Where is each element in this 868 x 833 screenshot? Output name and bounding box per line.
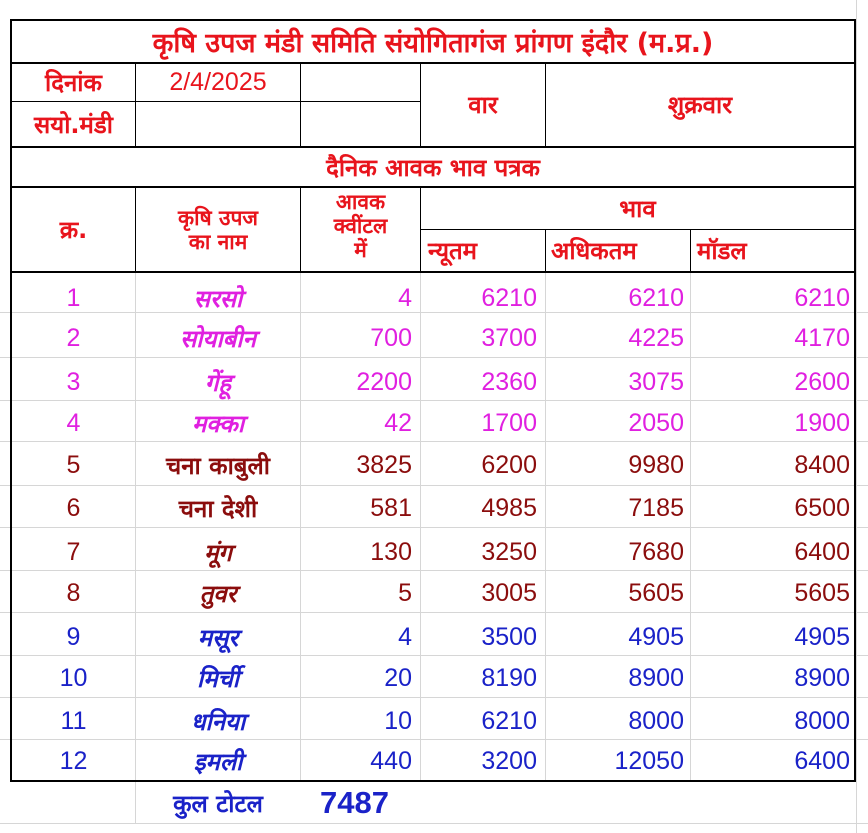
row-arrival: 42 <box>384 408 412 437</box>
table-row <box>0 616 868 658</box>
row-serial: 9 <box>66 622 81 651</box>
sheet-title: दैनिक आवक भाव पत्रक <box>326 153 540 182</box>
col-header-arrival-line1: आवक <box>335 189 386 214</box>
row-max-price: 4225 <box>628 323 684 352</box>
row-min-price: 2360 <box>481 367 537 396</box>
row-serial: 2 <box>66 323 81 352</box>
total-label: कुल टोटल <box>173 789 263 818</box>
table-row <box>0 700 868 742</box>
col-header-max: अधिकतम <box>551 237 637 265</box>
col-header-crop-line2: का नाम <box>188 229 248 254</box>
table-row <box>0 572 868 614</box>
row-serial: 3 <box>66 367 81 396</box>
row-max-price: 8900 <box>628 663 684 692</box>
row-crop-name: गेंहू <box>204 368 232 397</box>
day-label: वार <box>468 91 498 119</box>
row-arrival: 10 <box>384 706 412 735</box>
table-row <box>0 402 868 444</box>
row-min-price: 3200 <box>481 746 537 775</box>
table-row <box>0 531 868 573</box>
row-model-price: 1900 <box>794 408 850 437</box>
row-serial: 6 <box>66 493 81 522</box>
date-label: दिनांक <box>45 68 102 97</box>
col-header-arrival-line2: क्वींटल <box>333 213 388 238</box>
border <box>690 229 691 272</box>
row-crop-name: तुवर <box>199 579 237 608</box>
row-min-price: 1700 <box>481 408 537 437</box>
row-min-price: 6200 <box>481 450 537 479</box>
border <box>545 229 546 272</box>
row-min-price: 6210 <box>481 283 537 312</box>
row-max-price: 7185 <box>628 493 684 522</box>
table-row <box>0 444 868 486</box>
row-crop-name: चना देशी <box>178 494 258 523</box>
row-arrival: 700 <box>370 323 412 352</box>
row-max-price: 2050 <box>628 408 684 437</box>
col-header-arrival <box>301 180 420 271</box>
row-crop-name: मक्का <box>191 409 245 438</box>
row-model-price: 6400 <box>794 746 850 775</box>
row-serial: 12 <box>59 746 88 775</box>
row-arrival: 440 <box>370 746 412 775</box>
row-arrival: 3825 <box>356 450 412 479</box>
page-title: कृषि उपज मंडी समिति संयोगितागंज प्रांगण इंदौर (म.प्र.) <box>152 28 714 59</box>
row-arrival: 4 <box>398 622 412 651</box>
day-value: शुक्रवार <box>667 91 733 119</box>
row-max-price: 12050 <box>614 746 684 775</box>
row-max-price: 3075 <box>628 367 684 396</box>
row-arrival: 130 <box>370 537 412 566</box>
row-arrival: 5 <box>398 578 412 607</box>
row-serial: 11 <box>60 706 87 735</box>
row-serial: 7 <box>66 537 81 566</box>
row-min-price: 6210 <box>481 706 537 735</box>
row-model-price: 4905 <box>794 622 850 651</box>
col-header-model: मॉडल <box>697 237 747 265</box>
border <box>300 62 301 147</box>
row-model-price: 8900 <box>794 663 850 692</box>
mandi-label: सयो.मंडी <box>34 110 113 139</box>
row-serial: 10 <box>59 663 88 692</box>
row-crop-name: सरसो <box>193 284 243 313</box>
row-max-price: 4905 <box>628 622 684 651</box>
row-model-price: 2600 <box>794 367 850 396</box>
row-min-price: 3250 <box>481 537 537 566</box>
row-serial: 1 <box>66 283 81 312</box>
col-header-arrival-line3: में <box>354 237 367 262</box>
table-row <box>0 740 868 782</box>
date-value: 2/4/2025 <box>169 67 267 96</box>
row-arrival: 2200 <box>356 367 412 396</box>
row-model-price: 6210 <box>794 283 850 312</box>
row-serial: 4 <box>66 408 81 437</box>
row-model-price: 4170 <box>794 323 850 352</box>
table-row <box>0 487 868 529</box>
gridline <box>0 823 868 824</box>
row-crop-name: इमली <box>193 747 243 776</box>
row-crop-name: मिर्ची <box>196 664 240 693</box>
col-header-min: न्यूतम <box>428 237 478 265</box>
row-model-price: 6500 <box>794 493 850 522</box>
row-arrival: 4 <box>398 283 412 312</box>
row-max-price: 6210 <box>628 283 684 312</box>
table-row <box>0 277 868 319</box>
row-arrival: 20 <box>384 663 412 692</box>
row-max-price: 8000 <box>628 706 684 735</box>
row-serial: 5 <box>66 450 81 479</box>
row-crop-name: धनिया <box>190 707 246 736</box>
row-min-price: 8190 <box>481 663 537 692</box>
border <box>10 271 856 273</box>
row-model-price: 8000 <box>794 706 850 735</box>
row-crop-name: मसूर <box>197 623 239 652</box>
row-crop-name: सोयाबीन <box>180 324 256 353</box>
row-min-price: 3005 <box>481 578 537 607</box>
row-min-price: 3500 <box>481 622 537 651</box>
col-header-price: भाव <box>619 195 656 223</box>
row-max-price: 9980 <box>628 450 684 479</box>
table-row <box>0 361 868 403</box>
row-max-price: 7680 <box>628 537 684 566</box>
row-model-price: 5605 <box>794 578 850 607</box>
row-arrival: 581 <box>370 493 412 522</box>
row-crop-name: मूंग <box>204 538 232 567</box>
row-model-price: 8400 <box>794 450 850 479</box>
col-header-crop-line1: कृषि उपज <box>177 205 259 230</box>
row-crop-name: चना काबुली <box>166 451 270 480</box>
row-max-price: 5605 <box>628 578 684 607</box>
col-header-crop <box>136 188 300 271</box>
row-serial: 8 <box>66 578 81 607</box>
col-header-serial: क्र. <box>59 216 88 244</box>
total-value: 7487 <box>320 785 389 820</box>
row-model-price: 6400 <box>794 537 850 566</box>
table-row <box>0 657 868 699</box>
row-min-price: 3700 <box>481 323 537 352</box>
row-min-price: 4985 <box>481 493 537 522</box>
table-row <box>0 317 868 359</box>
